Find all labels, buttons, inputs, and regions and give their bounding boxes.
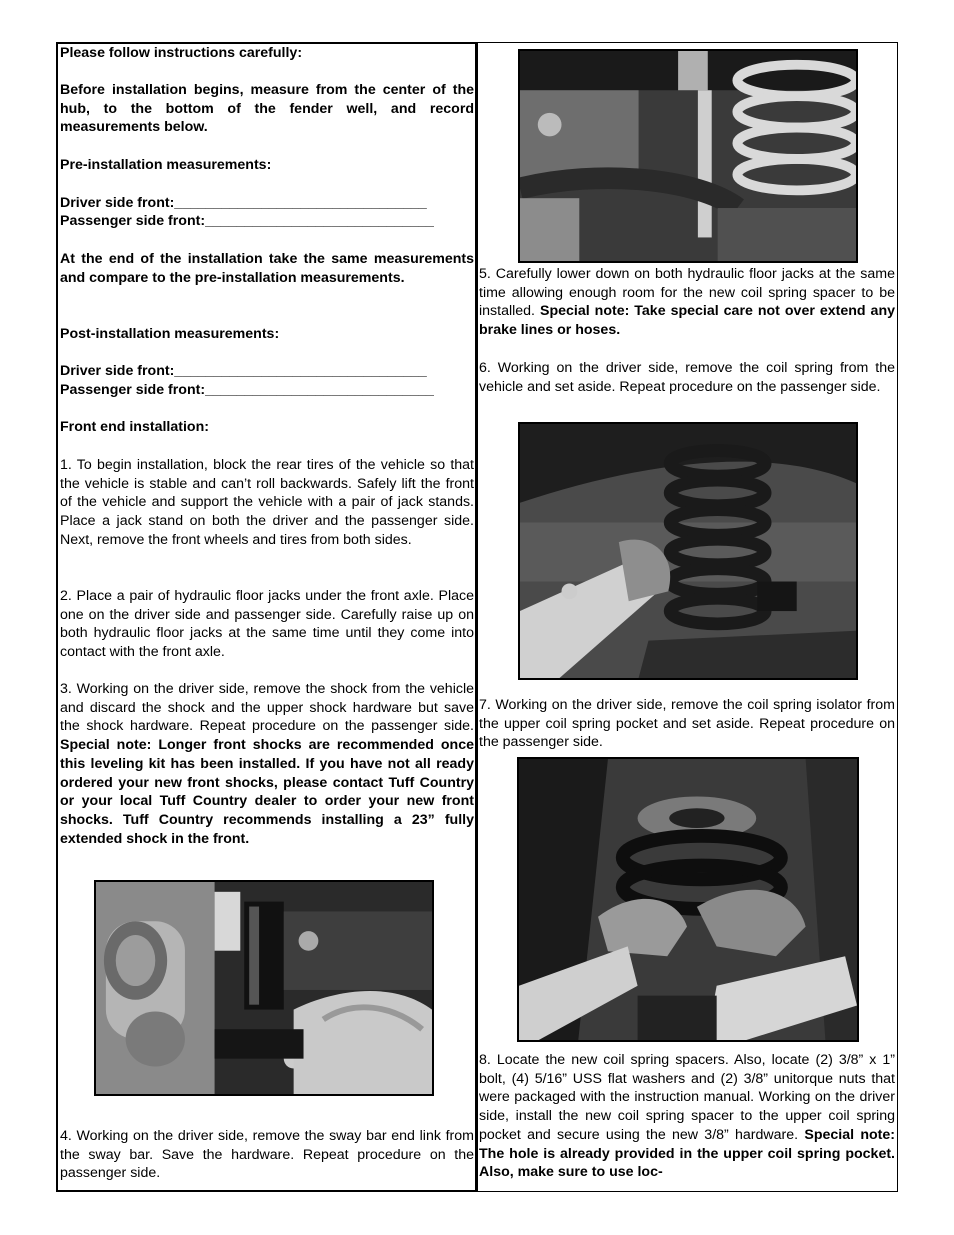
post-driver-line: Driver side front:________________________________ xyxy=(60,363,427,379)
step-8-text: 8. Locate the new coil spring spacers. Also, locate (2) 3/8” x 1” bolt, (4) 5/16” USS flat washers and (2) 3/8” unitorque nuts that were packaged with the instruction manual. Working on the driver side, install the new coil spring spacer to the upper coil spring pocket and secure using the new 3/8” hardware. xyxy=(479,1052,895,1143)
step-4: 4. Working on the driver side, remove the sway bar end link from the sway bar. Save the hardware. Repeat procedure on the passenger side. xyxy=(60,1128,474,1182)
pre-heading: Pre-installation measurements: xyxy=(60,157,272,173)
step-3-note: Special note: Longer front shocks are recommended once this leveling kit has been installed. If you have not all ready ordered your new front shocks, please contact Tuff Country or your local Tuff Country dealer to order your new front shocks. Tuff Country recommends installing a 23” fully extended shock in the front. xyxy=(60,737,474,847)
pre-passenger-line: Passenger side front:_____________________________ xyxy=(60,213,434,229)
step-6: 6. Working on the driver side, remove the coil spring from the vehicle and set aside. Repeat procedure on the passenger side. xyxy=(479,360,895,395)
step-5-text: 5. Carefully lower down on both hydraulic floor jacks at the same time allowing enough room for the new coil spring spacer to be installed. xyxy=(479,266,895,320)
photo-sway-bar xyxy=(94,880,434,1096)
step-3-text: 3. Working on the driver side, remove the shock from the vehicle and discard the shock and the upper shock hardware but save the shock hardware. Repeat procedure on the passenger side. xyxy=(60,681,474,735)
step-5-note: Special note: Take special care not over extend any brake lines or hoses. xyxy=(479,303,895,339)
step-8 xyxy=(479,1051,895,1182)
intro-heading: Please follow instructions carefully: xyxy=(60,45,303,61)
step-1: 1. To begin installation, block the rear tires of the vehicle so that the vehicle is stable and can’t roll backwards. Safely lift the front of the vehicle and support the vehicle with a pair of jack stands. Place a jack stand on both the driver and the passenger side. Next, remove the front wheels and tires from both sides. xyxy=(60,457,474,548)
step-3 xyxy=(60,680,474,848)
photo-coil-isolator xyxy=(517,757,859,1042)
pre-driver-line: Driver side front:________________________________ xyxy=(60,195,427,211)
left-column xyxy=(56,42,478,1192)
photo-lower-jacks xyxy=(518,49,858,263)
step-5 xyxy=(479,265,895,340)
front-end-heading: Front end installation: xyxy=(60,419,209,435)
right-column xyxy=(477,42,898,1192)
photo-remove-coil xyxy=(518,422,858,680)
step-8-note: Special note: The hole is already provided in the upper coil spring pocket. Also, make sure to use loc- xyxy=(479,1126,895,1181)
step-2: 2. Place a pair of hydraulic floor jacks under the front axle. Place one on the driver side and passenger side. Carefully raise up on both hydraulic floor jacks at the same time until they come into contact with the front axle. xyxy=(60,588,474,661)
post-passenger-line: Passenger side front:_____________________________ xyxy=(60,382,434,398)
end-text: At the end of the installation take the same measurements and compare to the pre-installation measurements. xyxy=(60,251,474,286)
post-heading: Post-installation measurements: xyxy=(60,326,280,342)
step-7: 7. Working on the driver side, remove the coil spring isolator from the upper coil spring pocket and set aside. Repeat procedure on the passenger side. xyxy=(479,697,895,751)
intro-text: Before installation begins, measure from the center of the hub, to the bottom of the fender well, and record measurements below. xyxy=(60,82,474,136)
